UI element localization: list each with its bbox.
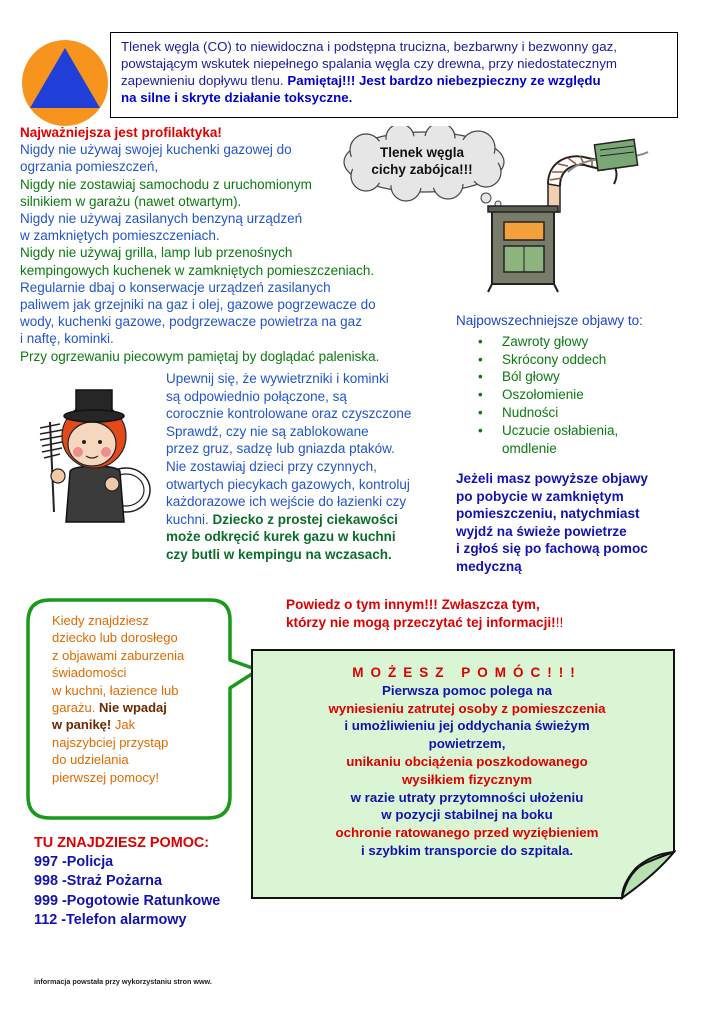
bubble-warning: w panikę! (52, 717, 112, 733)
symptom-item: • Ból głowy (456, 368, 706, 386)
prevention-line: Nigdy nie używaj swojej kuchenki gazowej do (20, 142, 292, 158)
bubble-text-part: Jak (111, 717, 136, 733)
first-aid-heading: MOŻESZ POMÓC!!! (352, 665, 582, 680)
check-warning-line: może odkręcić kurek gazu w kuchni (166, 529, 396, 545)
bubble-line: najszybciej przystąp (52, 734, 169, 750)
first-aid-line: w razie utraty przytomności ułożeniu (350, 789, 584, 805)
bubble-line: do udzielania (52, 752, 129, 768)
first-aid-line: wyniesieniu zatrutej osoby z pomieszczenia (328, 700, 606, 716)
tell-others (286, 596, 716, 632)
prevention-heading: Najważniejsza jest profilaktyka! (20, 125, 222, 140)
intro-warning: Pamiętaj!!! Jest bardzo niebezpieczny ze względu (287, 73, 601, 88)
bubble-line-mixed (52, 699, 220, 716)
first-aid-line: i umożliwieniu jej oddychania świeżym (344, 718, 590, 734)
help-title: TU ZNAJDZIESZ POMOC: (34, 835, 210, 851)
bubble-line: świadomości (52, 665, 127, 681)
symptom-item-last (456, 422, 706, 458)
check-line: przez gruz, sadzę lub gniazda ptaków. (166, 441, 395, 457)
civil-defence-emblem-icon (20, 38, 110, 128)
bubble-line-mixed (52, 716, 220, 733)
intro-line-3 (121, 72, 667, 89)
symptom-item: • Nudności (456, 404, 706, 422)
symptom-text: Uczucie osłabienia, (502, 422, 619, 438)
prevention-line: i naftę, kominki. (20, 331, 114, 347)
symptoms-heading: Najpowszechniejsze objawy to: (456, 313, 643, 328)
prevention-line: Nigdy nie zostawiaj samochodu z uruchomionym (20, 176, 312, 192)
symptoms-list (456, 333, 706, 458)
bubble-text (52, 612, 220, 786)
prevention-line: ogrzania pomieszczeń, (20, 159, 159, 175)
intro-box (110, 32, 678, 118)
chimney-sweep-illustration-icon (30, 372, 162, 532)
help-number-ambulance: 999 -Pogotowie Ratunkowe (34, 892, 221, 909)
advice-section (456, 470, 706, 576)
help-numbers (34, 834, 274, 930)
tell-text: którzy nie mogą przeczytać tej informacji! (286, 615, 556, 630)
check-warning-line: czy butli w kempingu na wczasach. (166, 546, 392, 562)
help-number-police: 997 -Policja (34, 854, 114, 871)
intro-warning-cont: na silne i skryte działanie toksyczne. (121, 90, 353, 105)
advice-line: i zgłoś się po fachową pomoc (456, 541, 648, 557)
check-line: Nie zostawiaj dzieci przy czynnych, (166, 458, 377, 474)
first-aid-line: ochronie ratowanego przed wyziębieniem (335, 825, 599, 841)
advice-line: pomieszczeniu, natychmiast (456, 506, 640, 522)
intro-text: zapewnieniu dopływu tlenu. (121, 73, 288, 88)
check-line: Sprawdź, czy nie są zablokowane (166, 423, 369, 439)
check-line: otwartych piecykach gazowych, kontroluj (166, 476, 410, 492)
bubble-line: z objawami zaburzenia (52, 647, 185, 663)
cloud-line: cichy zabójca!!! (371, 162, 473, 177)
cloud-text (352, 144, 492, 178)
first-aid-line: wysiłkiem fizycznym (401, 771, 533, 787)
tell-text-tail: !! (555, 615, 564, 630)
symptoms-section (456, 312, 706, 457)
bubble-warning: Nie wpadaj (98, 700, 167, 716)
check-line: każdorazowe ich wejście do łazienki czy (166, 494, 407, 510)
check-line: są odpowiednio połączone, są (166, 388, 347, 404)
prevention-line: kempingowych kuchenek w zamkniętych pomieszczeniach. (20, 262, 375, 278)
symptom-item: • Oszołomienie (456, 386, 706, 404)
bubble-line: w kuchni, łazience lub (52, 682, 179, 698)
help-number-emergency: 112 -Telefon alarmowy (34, 911, 187, 928)
prevention-line: Regularnie dbaj o konserwacje urządzeń zasilanych (20, 279, 331, 295)
prevention-line: Nigdy nie używaj grilla, lamp lub przenośnych (20, 245, 293, 261)
first-aid-line: i szybkim transporcie do szpitala. (360, 842, 574, 858)
check-warning: Dziecko z prostej ciekawości (212, 511, 398, 527)
tell-line: Powiedz o tym innym!!! Zwłaszcza tym, (286, 597, 540, 612)
advice-line: po pobycie w zamkniętym (456, 488, 624, 504)
help-number-fire: 998 -Straż Pożarna (34, 873, 162, 890)
prevention-line: silnikiem w garażu (nawet otwartym). (20, 193, 242, 209)
advice-line: Jeżeli masz powyższe objawy (456, 471, 648, 486)
bubble-line: Kiedy znajdziesz (52, 613, 149, 628)
bubble-line: pierwszej pomocy! (52, 769, 159, 785)
prevention-line: wody, kuchenki gazowe, podgrzewacze powietrza na gaz (20, 314, 362, 330)
symptom-text-cont: omdlenie (502, 440, 557, 456)
intro-line: powstającym wskutek niepełnego spalania węgla czy drewna, przy niedostatecznym (121, 56, 617, 71)
prevention-line: Przy ogrzewaniu piecowym pamiętaj by doglądać paleniska. (20, 348, 380, 364)
symptom-item: • Skrócony oddech (456, 351, 706, 369)
check-line: corocznie kontrolowane oraz czyszczone (166, 406, 412, 422)
tell-line-2 (286, 614, 716, 632)
check-text: kuchni. (166, 511, 213, 527)
first-aid-text (266, 664, 668, 860)
bubble-text-part: garażu. (52, 700, 99, 716)
prevention-line: w zamkniętych pomieszczeniach. (20, 228, 220, 244)
advice-line: medyczną (456, 558, 522, 574)
prevention-line: paliwem jak grzejniki na gaz i olej, gazowe pogrzewacze do (20, 297, 376, 313)
footer-note: informacja powstała przy wykorzystaniu stron www. (34, 977, 212, 986)
first-aid-line: w pozycji stabilnej na boku (381, 807, 553, 823)
first-aid-line: unikaniu obciążenia poszkodowanego (346, 753, 588, 769)
check-line: Upewnij się, że wywietrzniki i kominki (166, 371, 389, 386)
cloud-line: Tlenek węgla (379, 145, 465, 160)
bubble-line: dziecko lub dorosłego (52, 630, 178, 646)
first-aid-line: powietrzem, (428, 736, 506, 752)
symptom-item: • Zawroty głowy (456, 333, 706, 351)
stove-illustration-icon (478, 132, 688, 294)
check-section (166, 370, 434, 564)
advice-line: wyjdź na świeże powietrze (456, 523, 627, 539)
intro-line: Tlenek węgla (CO) to niewidoczna i podstępna trucizna, bezbarwny i bezwonny gaz, (121, 39, 617, 54)
check-line-mixed (166, 511, 434, 529)
prevention-line: Nigdy nie używaj zasilanych benzyną urządzeń (20, 211, 303, 227)
first-aid-line: Pierwsza pomoc polega na (382, 682, 552, 698)
